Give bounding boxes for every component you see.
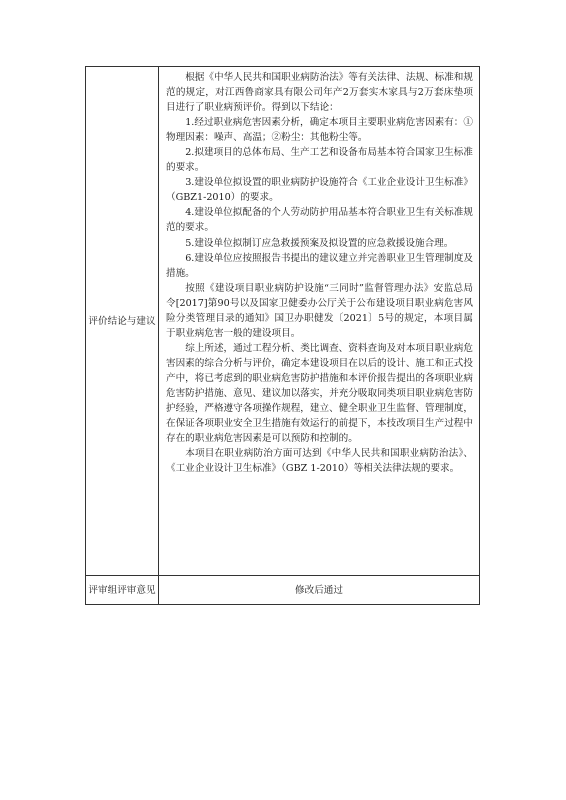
conclusion-item-2: 2.拟建项目的总体布局、生产工艺和设备布局基本符合国家卫生标准的要求。 [166, 147, 473, 174]
conclusion-item-1: 1.经过职业病危害因素分析，确定本项目主要职业病危害因素有：①物理因素：噪声、高温；②粉尘：其他粉尘等。 [166, 117, 473, 144]
conclusion-intro-paragraph: 根据《中华人民共和国职业病防治法》等有关法律、法规、标准和规范的规定，对江西鲁商家具有限公司年产2万套实木家具与2万套床垫项目进行了职业病预评价。得到以下结论： [166, 72, 473, 114]
conclusion-item-4: 4.建设单位拟配备的个人劳动防护用品基本符合职业卫生有关标准规范的要求。 [166, 207, 473, 234]
review-label: 评审组评审意见 [88, 584, 156, 596]
table-row-review [86, 576, 480, 605]
table-row-conclusion [86, 67, 480, 576]
compliance-paragraph: 本项目在职业病防治方面可达到《中华人民共和国职业病防治法》、《工业企业设计卫生标准》（GBZ 1-2010）等相关法律法规的要求。 [166, 448, 473, 475]
review-content-cell [159, 576, 480, 605]
review-label-cell [86, 576, 159, 605]
conclusion-item-3: 3.建设单位拟设置的职业病防护设施符合《工业企业设计卫生标准》（GBZ1-2010）的要求。 [166, 177, 473, 204]
conclusion-label: 评价结论与建议 [88, 315, 156, 327]
risk-classification-paragraph: 按照《建设项目职业病防护设施“三同时”监督管理办法》安监总局令[2017]第90号以及国家卫健委办公厅关于公布建设项目职业病危害风险分类管理目录的通知》国卫办职健发〔2021〕5号的规定，本项目属于职业病危害一般的建设项目。 [166, 282, 473, 339]
conclusion-item-6: 6.建设单位应按照报告书提出的建议建立并完善职业卫生管理制度及措施。 [166, 252, 473, 279]
conclusion-label-cell [86, 67, 159, 576]
review-opinion: 修改后通过 [295, 584, 343, 596]
evaluation-table [85, 66, 480, 605]
summary-paragraph: 综上所述，通过工程分析、类比调查、资料查询及对本项目职业病危害因素的综合分析与评价，确定本建设项目在以后的设计、施工和正式投产中，将已考虑到的职业病危害防护措施和本评价报告提出的各项职业病危害防护措施、意见、建议加以落实，并充分吸取同类项目职业病危害防护经验，严格遵守各项操作规程，建立、健全职业卫生监督、管理制度，在保证各项职业安全卫生措施有效运行的前提下，本技改项目生产过程中存在的职业病危害因素是可以预防和控制的。 [166, 342, 473, 445]
conclusion-item-5: 5.建设单位拟制订应急救援预案及拟设置的应急救援设施合理。 [185, 237, 454, 249]
conclusion-content-cell [159, 67, 480, 576]
